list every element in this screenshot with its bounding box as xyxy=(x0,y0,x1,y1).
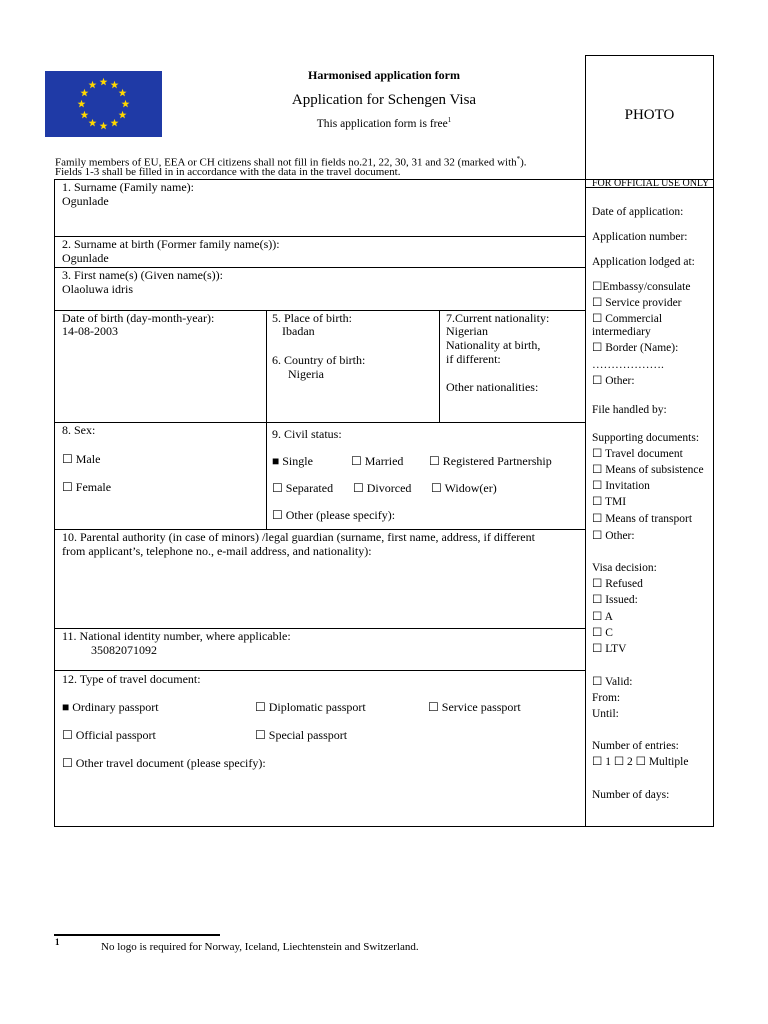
checkbox-icon[interactable]: ☐ xyxy=(62,480,73,494)
option-label: Ordinary passport xyxy=(72,700,159,714)
first-name-field[interactable]: Olaoluwa idris xyxy=(62,282,133,296)
option-label: Multiple xyxy=(648,756,689,768)
checkbox-icon[interactable]: ☐ xyxy=(592,530,603,542)
valid-until-label: Until: xyxy=(592,708,619,720)
nationality-at-birth-label: Nationality at birth, xyxy=(446,338,541,352)
option-label: Special passport xyxy=(268,728,348,742)
surname-at-birth-label: 2. Surname at birth (Former family name(s)): xyxy=(62,237,280,251)
support-invitation[interactable] xyxy=(592,479,650,493)
option-label: Registered Partnership xyxy=(442,454,552,468)
option-label: Diplomatic passport xyxy=(268,700,366,714)
decision-issued[interactable] xyxy=(592,593,638,607)
option-label: Separated xyxy=(285,481,334,495)
civil-status-label: 9. Civil status: xyxy=(272,427,342,441)
option-label: Means of transport xyxy=(605,513,693,525)
sex-label: 8. Sex: xyxy=(62,423,96,437)
date-of-application-label: Date of application: xyxy=(592,206,684,218)
checkbox-icon[interactable]: ☐ xyxy=(592,594,603,606)
doc-option-ordinary[interactable] xyxy=(62,700,159,714)
option-label: Refused xyxy=(605,578,643,590)
checkbox-icon[interactable]: ☐ xyxy=(592,756,603,768)
place-of-birth-field[interactable]: Ibadan xyxy=(282,324,315,338)
doc-option-official[interactable] xyxy=(62,728,156,742)
checkbox-icon[interactable]: ☐ xyxy=(255,700,266,714)
date-of-birth-field[interactable]: 14-08-2003 xyxy=(62,324,118,338)
checkbox-icon[interactable]: ☐ xyxy=(428,700,439,714)
option-label: Single xyxy=(282,454,313,468)
civil-option-separated[interactable] xyxy=(272,481,333,495)
checkbox-icon[interactable]: ☐ xyxy=(592,448,603,460)
nationality-field[interactable]: Nigerian xyxy=(446,324,488,338)
checkbox-icon[interactable]: ☐ xyxy=(592,313,603,325)
family-note-mark: * xyxy=(516,155,521,163)
border-dots: ………………. xyxy=(592,359,664,371)
option-label: 2 xyxy=(627,756,633,768)
valid-from-label: From: xyxy=(592,692,621,704)
travel-document-label: 12. Type of travel document: xyxy=(62,672,201,686)
doc-option-service[interactable] xyxy=(428,700,521,714)
decision-valid[interactable] xyxy=(592,675,632,689)
option-label: TMI xyxy=(604,496,627,508)
checkbox-icon[interactable]: ☐ xyxy=(431,481,442,495)
footnote-text: No logo is required for Norway, Iceland, Liechtenstein and Switzerland. xyxy=(101,941,419,953)
family-note-text: Family members of EU, EEA or CH citizens shall not fill in fields no.21, 22, 30, 31 and 32 (marked with xyxy=(55,156,517,169)
col-divider xyxy=(266,310,267,529)
application-number-label: Application number: xyxy=(592,231,688,243)
first-name-label: 3. First name(s) (Given name(s)): xyxy=(62,268,223,282)
family-note-end: ). xyxy=(520,156,527,169)
number-of-days-label: Number of days: xyxy=(592,789,670,801)
option-label: 1 xyxy=(605,756,611,768)
checkbox-icon[interactable]: ☐ xyxy=(592,342,603,354)
option-label: LTV xyxy=(605,643,627,655)
checkbox-checked-icon[interactable]: ■ xyxy=(272,454,280,468)
parental-authority-label-2: from applicant’s, telephone no., e-mail address, and nationality): xyxy=(62,544,372,558)
free-note xyxy=(250,113,518,131)
checkbox-icon[interactable]: ☐ xyxy=(592,496,603,508)
option-label: Married xyxy=(364,454,404,468)
option-label: Other travel document (please specify): xyxy=(75,756,266,770)
place-of-birth-label: 5. Place of birth: xyxy=(272,311,352,325)
sex-option-female[interactable] xyxy=(62,480,111,494)
parental-authority-label: 10. Parental authority (in case of minors) /legal guardian (surname, first name, address, if different xyxy=(62,530,535,544)
surname-at-birth-field[interactable]: Ogunlade xyxy=(62,251,109,265)
checkbox-icon[interactable]: ☐ xyxy=(351,454,362,468)
option-label: Valid: xyxy=(604,676,633,688)
checkbox-icon[interactable]: ☐ xyxy=(592,464,603,476)
civil-option-other[interactable] xyxy=(272,508,395,522)
page-title: Application for Schengen Visa xyxy=(291,92,477,108)
civil-option-widow[interactable] xyxy=(431,481,497,495)
national-id-field[interactable]: 35082071092 xyxy=(91,643,157,657)
checkbox-icon[interactable]: ☐ xyxy=(592,375,603,387)
option-label: Female xyxy=(75,480,112,494)
decision-ltv[interactable] xyxy=(592,642,627,656)
option-label: Other: xyxy=(605,375,635,387)
civil-option-registered[interactable] xyxy=(429,454,552,468)
lodged-commercial[interactable] xyxy=(592,312,662,326)
checkbox-icon[interactable]: ☐ xyxy=(272,481,283,495)
lodged-other[interactable] xyxy=(592,374,635,388)
checkbox-icon[interactable]: ☐ xyxy=(255,728,266,742)
entries-options[interactable] xyxy=(592,755,688,769)
option-label: Service provider xyxy=(605,297,682,309)
photo-label: PHOTO xyxy=(624,107,675,123)
doc-option-other[interactable] xyxy=(62,756,266,770)
footnote-number: 1 xyxy=(55,937,60,947)
supporting-docs-label: Supporting documents: xyxy=(592,432,700,444)
option-label: Service passport xyxy=(441,700,521,714)
surname-field[interactable]: Ogunlade xyxy=(62,194,109,208)
checkbox-icon[interactable]: ☐ xyxy=(272,508,283,522)
other-nationalities-label: Other nationalities: xyxy=(446,380,539,394)
civil-option-married[interactable] xyxy=(351,454,403,468)
nationality-label: 7.Current nationality: xyxy=(446,311,550,325)
lodged-service-provider[interactable] xyxy=(592,296,682,310)
national-id-label: 11. National identity number, where applicable: xyxy=(62,629,291,643)
option-label: A xyxy=(604,611,613,623)
lodged-embassy[interactable] xyxy=(592,280,690,294)
free-note-text: This application form is free xyxy=(316,117,448,130)
option-label: Male xyxy=(75,452,101,466)
checkbox-icon[interactable]: ☐ xyxy=(592,676,603,688)
option-label: Issued: xyxy=(605,594,638,606)
support-tmi[interactable] xyxy=(592,495,626,509)
support-means-transport[interactable] xyxy=(592,512,692,526)
option-label: Commercial xyxy=(605,313,663,325)
checkbox-icon[interactable]: ☐ xyxy=(353,481,364,495)
official-use-heading: FOR OFFICIAL USE ONLY xyxy=(592,178,710,186)
option-label: Widow(er) xyxy=(444,481,497,495)
checkbox-icon[interactable]: ☐ xyxy=(613,756,625,768)
fields-note: Fields 1-3 shall be filled in in accordance with the data in the travel document. xyxy=(55,166,401,178)
option-label: Invitation xyxy=(605,480,650,492)
lodged-commercial-2: intermediary xyxy=(592,326,651,338)
nationality-at-birth-label-2: if different: xyxy=(446,352,501,366)
sidebar-top-line xyxy=(585,187,714,188)
row-divider xyxy=(54,422,585,423)
eu-flag-logo xyxy=(45,71,162,137)
number-of-entries-label: Number of entries: xyxy=(592,740,679,752)
file-handled-label: File handled by: xyxy=(592,404,667,416)
lodged-at-label: Application lodged at: xyxy=(592,256,695,268)
footnote-ref: 1 xyxy=(447,116,452,124)
support-means-subsistence[interactable] xyxy=(592,463,704,477)
footnote-rule xyxy=(54,934,220,936)
checkbox-icon[interactable]: ☐ xyxy=(62,728,73,742)
doc-option-diplomatic[interactable] xyxy=(255,700,366,714)
checkbox-icon[interactable]: ☐ xyxy=(592,281,603,293)
civil-option-single[interactable] xyxy=(272,454,313,468)
checkbox-icon[interactable]: ☐ xyxy=(592,578,603,590)
checkbox-icon[interactable]: ☐ xyxy=(62,452,73,466)
option-label: Divorced xyxy=(366,481,412,495)
sidebar-divider xyxy=(585,179,586,827)
checkbox-icon[interactable]: ☐ xyxy=(592,513,603,525)
checkbox-icon[interactable]: ☐ xyxy=(592,627,603,639)
option-label: Official passport xyxy=(75,728,156,742)
decision-a[interactable] xyxy=(592,610,613,624)
country-of-birth-label: 6. Country of birth: xyxy=(272,353,366,367)
checkbox-icon[interactable]: ☐ xyxy=(592,643,603,655)
visa-decision-label: Visa decision: xyxy=(592,562,657,574)
col-divider xyxy=(439,310,440,422)
checkbox-icon[interactable]: ☐ xyxy=(635,756,646,768)
surname-label: 1. Surname (Family name): xyxy=(62,180,194,194)
checkbox-icon[interactable]: ☐ xyxy=(429,454,440,468)
row-divider xyxy=(54,670,585,671)
checkbox-icon[interactable]: ☐ xyxy=(592,480,603,492)
option-label: Other (please specify): xyxy=(285,508,396,522)
checkbox-icon[interactable]: ☐ xyxy=(592,611,603,623)
option-label: Border (Name): xyxy=(605,342,679,354)
option-label: Embassy/consulate xyxy=(602,281,691,293)
decision-refused[interactable] xyxy=(592,577,643,591)
option-label: C xyxy=(605,627,613,639)
option-label: Travel document xyxy=(604,448,683,460)
country-of-birth-field[interactable]: Nigeria xyxy=(288,367,324,381)
checkbox-checked-icon[interactable]: ■ xyxy=(62,700,70,714)
option-label: Other: xyxy=(605,530,635,542)
support-other[interactable] xyxy=(592,529,635,543)
checkbox-icon[interactable]: ☐ xyxy=(62,756,73,770)
form-type-heading: Harmonised application form xyxy=(308,68,460,82)
decision-c[interactable] xyxy=(592,626,613,640)
option-label: Means of subsistence xyxy=(605,464,704,476)
lodged-border[interactable] xyxy=(592,341,678,355)
sex-option-male[interactable] xyxy=(62,452,100,466)
checkbox-icon[interactable]: ☐ xyxy=(592,297,603,309)
support-travel-document[interactable] xyxy=(592,447,683,461)
doc-option-special[interactable] xyxy=(255,728,347,742)
civil-option-divorced[interactable] xyxy=(353,481,411,495)
date-of-birth-label: Date of birth (day-month-year): xyxy=(62,311,215,325)
